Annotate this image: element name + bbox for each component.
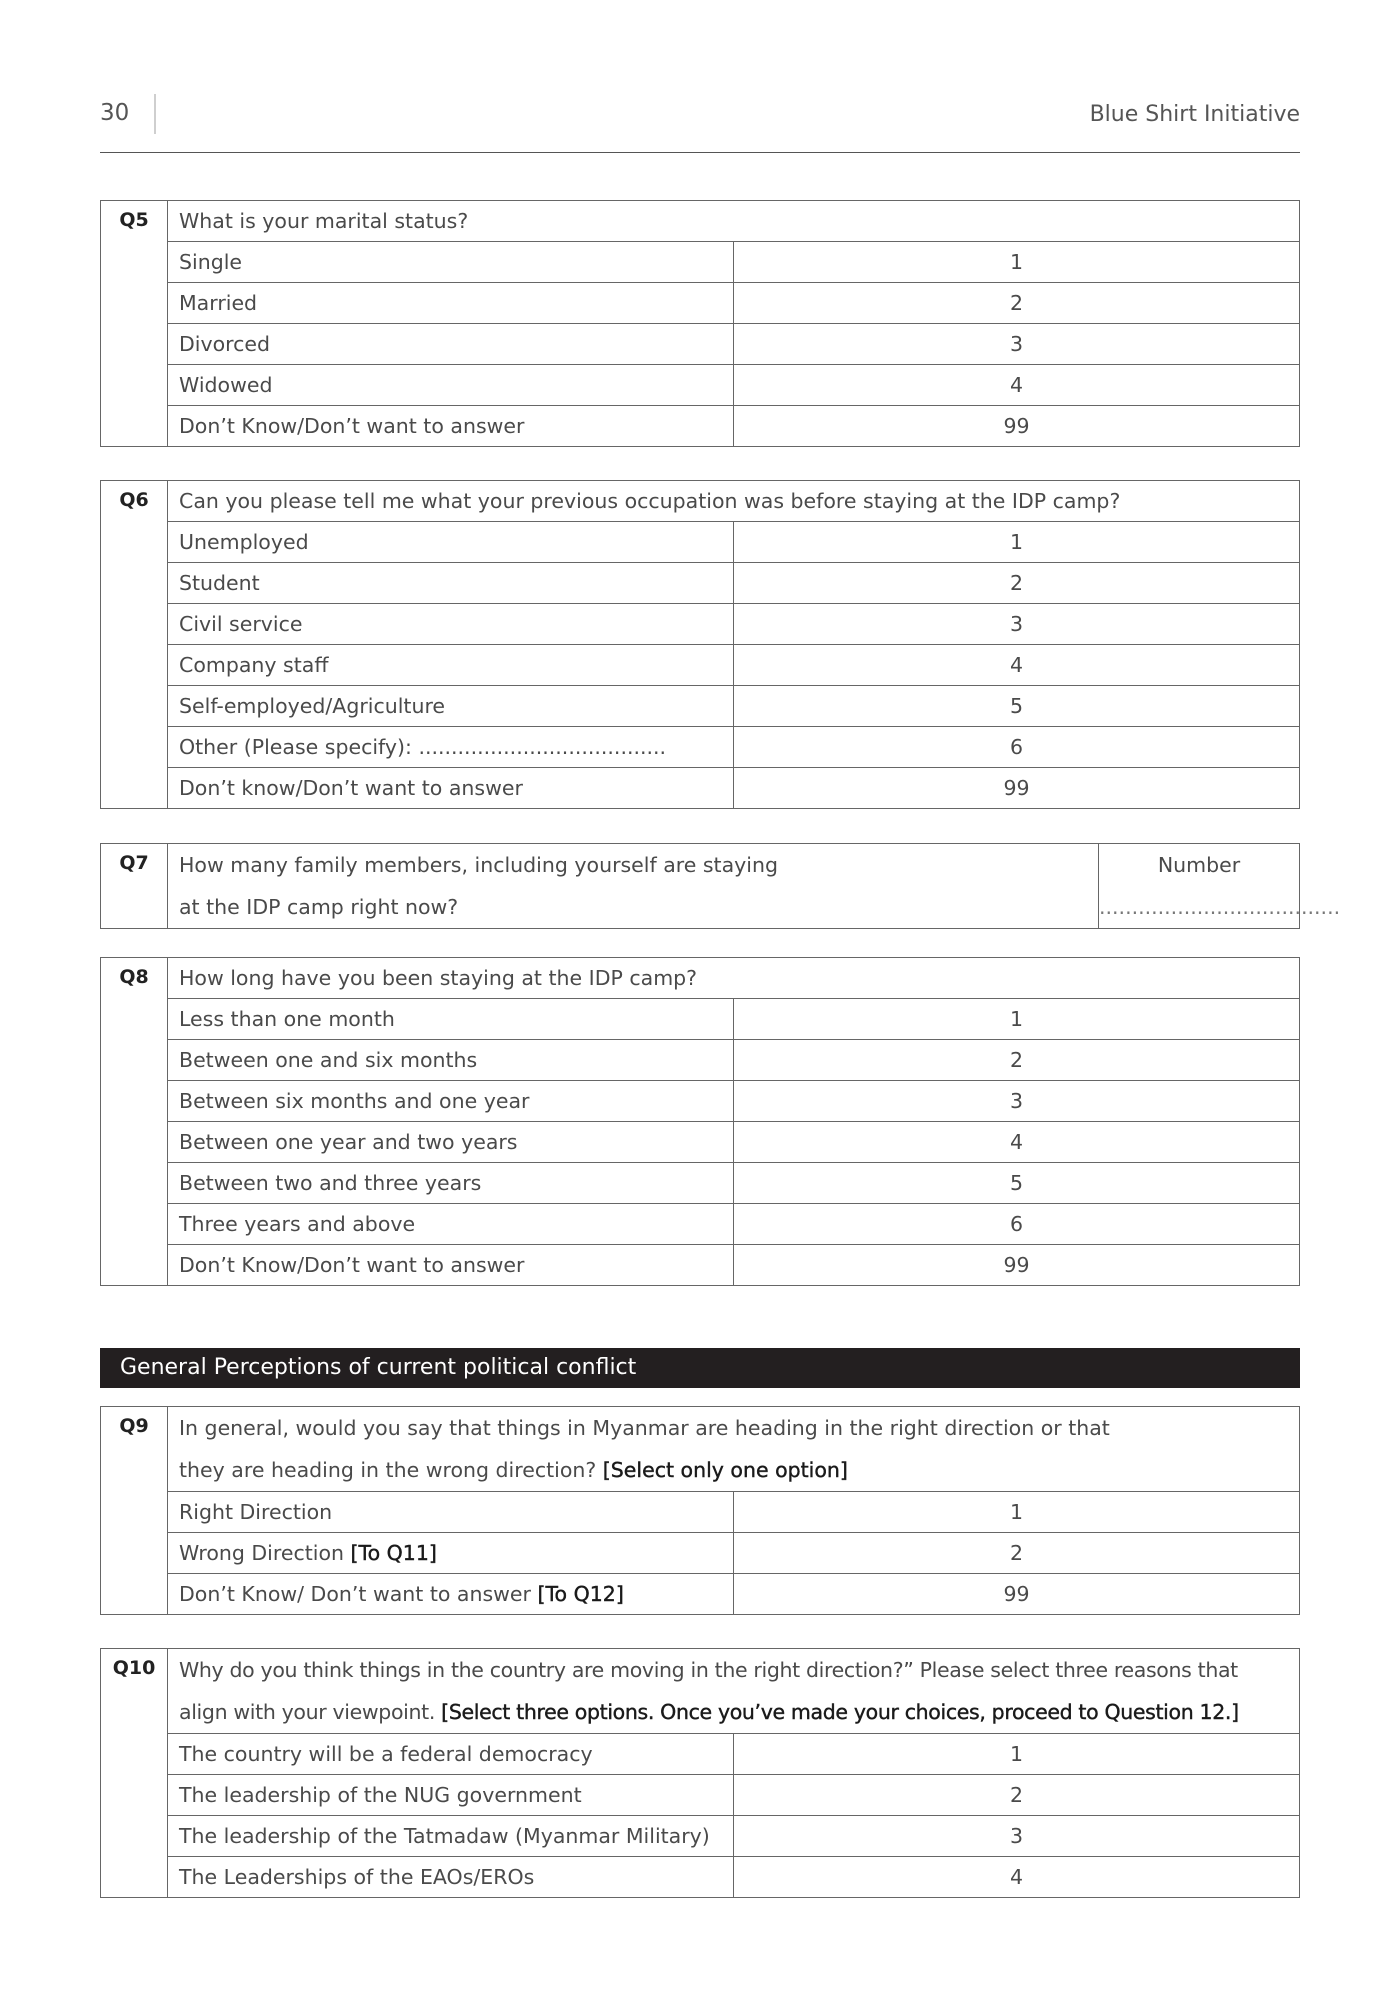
question-text-part: align with your viewpoint. bbox=[179, 1700, 435, 1724]
option-row[interactable] bbox=[101, 522, 1300, 563]
option-label: Between six months and one year bbox=[168, 1081, 734, 1122]
question-instruction: [Select three options. Once you’ve made your choices, proceed to Question 12.] bbox=[441, 1700, 1239, 1724]
option-code: 1 bbox=[734, 999, 1300, 1040]
skip-instruction: [To Q11] bbox=[350, 1541, 437, 1565]
question-q7-table bbox=[100, 843, 1341, 929]
option-label: Between one year and two years bbox=[168, 1122, 734, 1163]
option-code: 99 bbox=[734, 406, 1300, 447]
option-code: 4 bbox=[734, 645, 1300, 686]
option-row[interactable] bbox=[101, 1816, 1300, 1857]
option-code: 5 bbox=[734, 686, 1300, 727]
skip-instruction: [To Q12] bbox=[537, 1582, 624, 1606]
option-code: 3 bbox=[734, 1816, 1300, 1857]
option-row[interactable] bbox=[101, 768, 1300, 809]
option-code: 6 bbox=[734, 1204, 1300, 1245]
option-label-text: Don’t Know/ Don’t want to answer bbox=[179, 1582, 531, 1606]
option-row[interactable] bbox=[101, 365, 1300, 406]
question-number: Q10 bbox=[101, 1649, 168, 1898]
question-text bbox=[168, 1649, 1300, 1734]
page-number: 30 bbox=[100, 100, 130, 126]
number-answer-cell[interactable] bbox=[1099, 844, 1341, 929]
question-text-line: at the IDP camp right now? bbox=[179, 895, 459, 919]
option-code: 2 bbox=[734, 563, 1300, 604]
question-number: Q7 bbox=[101, 844, 168, 929]
option-row[interactable] bbox=[101, 1574, 1300, 1615]
option-label: The leadership of the Tatmadaw (Myanmar Military) bbox=[168, 1816, 734, 1857]
option-label: Between one and six months bbox=[168, 1040, 734, 1081]
option-row[interactable] bbox=[101, 604, 1300, 645]
option-row[interactable] bbox=[101, 1775, 1300, 1816]
option-row[interactable] bbox=[101, 1040, 1300, 1081]
question-text: Can you please tell me what your previous occupation was before staying at the IDP camp? bbox=[168, 481, 1300, 522]
question-text-line: Why do you think things in the country are moving in the right direction?” Please select three reasons that bbox=[179, 1658, 1238, 1682]
option-code: 2 bbox=[734, 1533, 1300, 1574]
option-code: 2 bbox=[734, 1040, 1300, 1081]
option-row[interactable] bbox=[101, 1122, 1300, 1163]
option-row[interactable] bbox=[101, 1492, 1300, 1533]
option-row[interactable] bbox=[101, 1245, 1300, 1286]
option-code: 4 bbox=[734, 365, 1300, 406]
question-text-line bbox=[179, 1449, 1288, 1491]
question-number: Q9 bbox=[101, 1407, 168, 1615]
option-label: Civil service bbox=[168, 604, 734, 645]
option-label: Unemployed bbox=[168, 522, 734, 563]
question-number: Q8 bbox=[101, 958, 168, 1286]
option-code: 3 bbox=[734, 324, 1300, 365]
option-code: 1 bbox=[734, 1492, 1300, 1533]
option-code: 3 bbox=[734, 604, 1300, 645]
number-label: Number bbox=[1157, 853, 1241, 877]
option-row[interactable] bbox=[101, 324, 1300, 365]
option-label: Single bbox=[168, 242, 734, 283]
publication-title: Blue Shirt Initiative bbox=[1089, 102, 1300, 127]
option-code: 5 bbox=[734, 1163, 1300, 1204]
option-code: 6 bbox=[734, 727, 1300, 768]
option-label: The leadership of the NUG government bbox=[168, 1775, 734, 1816]
option-label bbox=[168, 1533, 734, 1574]
question-instruction: [Select only one option] bbox=[602, 1458, 848, 1482]
question-q8-table bbox=[100, 957, 1300, 1286]
option-code: 4 bbox=[734, 1122, 1300, 1163]
question-text-line bbox=[179, 1691, 1288, 1733]
option-row[interactable] bbox=[101, 1533, 1300, 1574]
number-blank[interactable]: ..................................... bbox=[1099, 895, 1341, 919]
option-code: 99 bbox=[734, 1574, 1300, 1615]
option-label: Between two and three years bbox=[168, 1163, 734, 1204]
option-label bbox=[168, 1492, 734, 1533]
option-label: Less than one month bbox=[168, 999, 734, 1040]
option-label: Company staff bbox=[168, 645, 734, 686]
option-label: Three years and above bbox=[168, 1204, 734, 1245]
question-text-line: In general, would you say that things in Myanmar are heading in the right direction or that bbox=[179, 1416, 1110, 1440]
option-label: Don’t Know/Don’t want to answer bbox=[168, 406, 734, 447]
option-label: The country will be a federal democracy bbox=[168, 1734, 734, 1775]
option-code: 4 bbox=[734, 1857, 1300, 1898]
option-label-text: Right Direction bbox=[179, 1500, 333, 1524]
option-row[interactable] bbox=[101, 563, 1300, 604]
option-row[interactable] bbox=[101, 1081, 1300, 1122]
option-row[interactable] bbox=[101, 1857, 1300, 1898]
option-row[interactable] bbox=[101, 999, 1300, 1040]
option-label: The Leaderships of the EAOs/EROs bbox=[168, 1857, 734, 1898]
question-text: What is your marital status? bbox=[168, 201, 1300, 242]
question-number: Q6 bbox=[101, 481, 168, 809]
option-row[interactable] bbox=[101, 1204, 1300, 1245]
question-text: How long have you been staying at the IDP camp? bbox=[168, 958, 1300, 999]
option-row[interactable] bbox=[101, 1734, 1300, 1775]
question-q5-table bbox=[100, 200, 1300, 447]
option-row[interactable] bbox=[101, 727, 1300, 768]
question-q9-table bbox=[100, 1406, 1300, 1615]
option-row[interactable] bbox=[101, 406, 1300, 447]
option-code: 1 bbox=[734, 242, 1300, 283]
option-row[interactable] bbox=[101, 686, 1300, 727]
question-text bbox=[168, 844, 1099, 929]
option-row[interactable] bbox=[101, 645, 1300, 686]
section-title: General Perceptions of current political conflict bbox=[120, 1355, 637, 1380]
option-label: Student bbox=[168, 563, 734, 604]
option-row[interactable] bbox=[101, 283, 1300, 324]
question-text bbox=[168, 1407, 1300, 1492]
option-code: 1 bbox=[734, 1734, 1300, 1775]
option-label: Self-employed/Agriculture bbox=[168, 686, 734, 727]
option-code: 3 bbox=[734, 1081, 1300, 1122]
question-text-line: How many family members, including yourself are staying bbox=[179, 853, 778, 877]
section-header bbox=[100, 1348, 1300, 1388]
option-label: Other (Please specify): ...................................... bbox=[168, 727, 734, 768]
option-label: Don’t know/Don’t want to answer bbox=[168, 768, 734, 809]
option-code: 99 bbox=[734, 768, 1300, 809]
option-code: 2 bbox=[734, 1775, 1300, 1816]
option-row[interactable] bbox=[101, 1163, 1300, 1204]
question-text-part: they are heading in the wrong direction? bbox=[179, 1458, 597, 1482]
question-q10-table bbox=[100, 1648, 1300, 1898]
page-header bbox=[100, 92, 1300, 153]
option-label bbox=[168, 1574, 734, 1615]
header-divider bbox=[154, 94, 156, 134]
option-code: 99 bbox=[734, 1245, 1300, 1286]
question-number: Q5 bbox=[101, 201, 168, 447]
option-label: Married bbox=[168, 283, 734, 324]
option-label: Widowed bbox=[168, 365, 734, 406]
option-row[interactable] bbox=[101, 242, 1300, 283]
option-code: 1 bbox=[734, 522, 1300, 563]
option-label-text: Wrong Direction bbox=[179, 1541, 345, 1565]
option-label: Divorced bbox=[168, 324, 734, 365]
option-code: 2 bbox=[734, 283, 1300, 324]
option-label: Don’t Know/Don’t want to answer bbox=[168, 1245, 734, 1286]
question-q6-table bbox=[100, 480, 1300, 809]
